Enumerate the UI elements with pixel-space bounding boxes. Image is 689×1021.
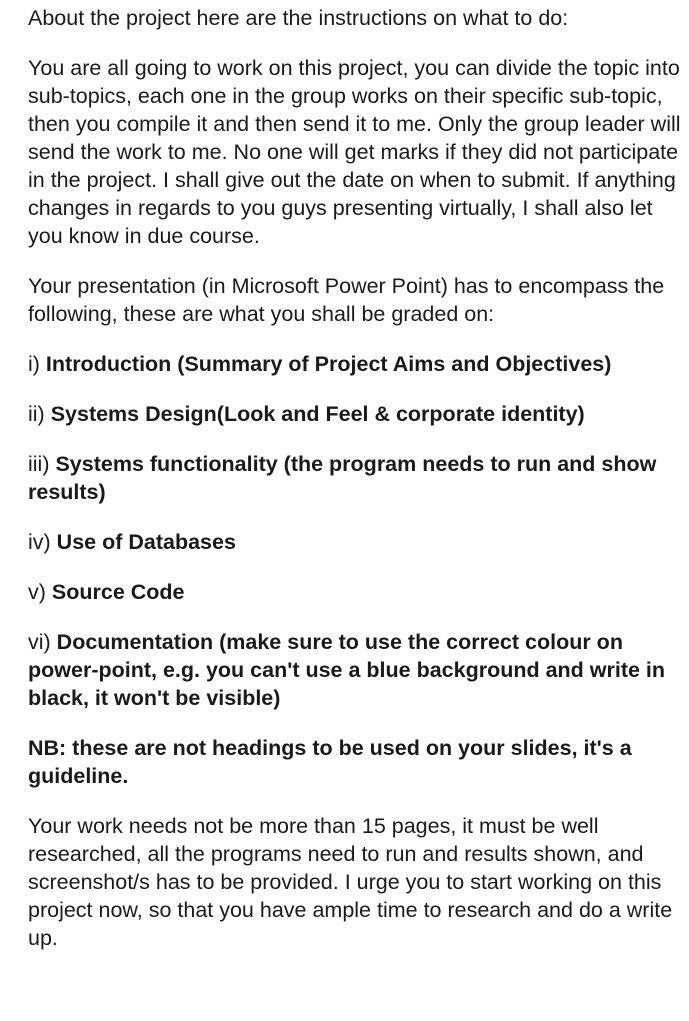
- item-text: Source Code: [51, 580, 185, 604]
- item-text: Use of Databases: [56, 530, 236, 554]
- item-text: Systems functionality (the program needs to run and show results): [28, 452, 657, 504]
- intro-line: About the project here are the instructions on what to do:: [28, 6, 569, 30]
- item-number: iii): [28, 452, 56, 476]
- list-item: [28, 528, 689, 556]
- item-number: iv): [28, 530, 57, 554]
- list-item: [28, 628, 689, 712]
- item-number: vi): [28, 630, 57, 654]
- list-item: [28, 350, 689, 378]
- list-item: [28, 450, 689, 506]
- item-text: Introduction (Summary of Project Aims and Objectives): [45, 352, 612, 376]
- requirements-paragraph: Your work needs not be more than 15 pages, it must be well researched, all the programs need to run and results shown, and screenshot/s has to be provided. I urge you to start working on this project now, so that you have ample time to research and do a write up.: [28, 814, 673, 950]
- item-number: v): [28, 580, 52, 604]
- item-text: Documentation (make sure to use the correct colour on power-point, e.g. you can't use a blue background and write in black, it won't be visible): [28, 630, 666, 710]
- instructions-paragraph: You are all going to work on this project, you can divide the topic into sub-topics, each one in the group works on their specific sub-topic, then you compile it and then send it to me. Only the group leader will send the work to me. No one will get marks if they did not participate in the project. I shall give out the date on when to submit. If anything changes in regards to you guys presenting virtually, I shall also let you know in due course.: [28, 56, 681, 248]
- item-number: i): [28, 352, 46, 376]
- list-item: [28, 578, 689, 606]
- item-number: ii): [28, 402, 51, 426]
- list-item: [28, 400, 689, 428]
- document-body: [28, 4, 689, 974]
- presentation-paragraph: Your presentation (in Microsoft Power Point) has to encompass the following, these are what you shall be graded on:: [28, 274, 665, 326]
- nb-note: NB: these are not headings to be used on your slides, it's a guideline.: [28, 736, 632, 788]
- item-text: Systems Design(Look and Feel & corporate identity): [50, 402, 585, 426]
